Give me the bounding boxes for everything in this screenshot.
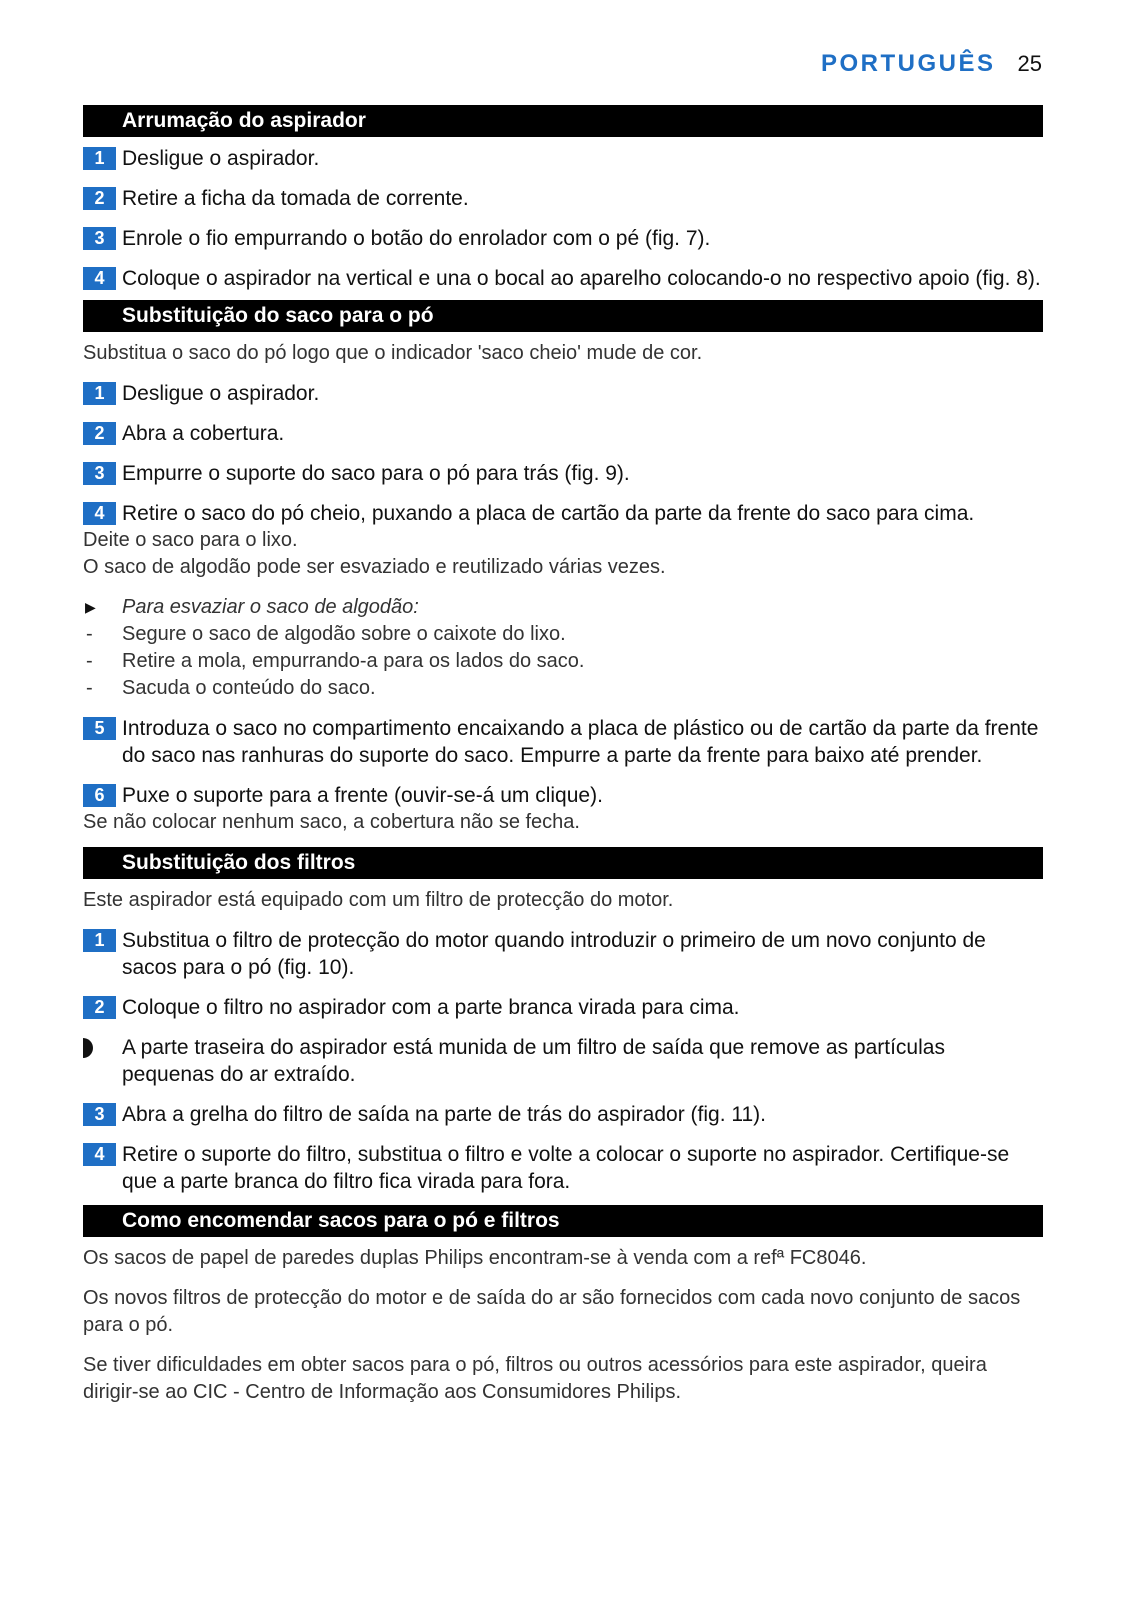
step-text: Desligue o aspirador. <box>122 147 320 170</box>
triangle-bullet-icon: ▶ <box>85 599 96 615</box>
step-number: 3 <box>83 1103 116 1126</box>
step-text: Retire o saco do pó cheio, puxando a placa de cartão da parte da frente do saco para cima. <box>122 502 975 525</box>
step-number: 4 <box>83 267 116 290</box>
step-text: Coloque o filtro no aspirador com a parte branca virada para cima. <box>122 996 740 1019</box>
section-title-filters: Substituição dos filtros <box>83 847 1043 879</box>
step-text: Abra a grelha do filtro de saída na parte de trás do aspirador (fig. 11). <box>122 1103 766 1126</box>
paragraph: Os sacos de papel de paredes duplas Philips encontram-se à venda com a refª FC8046. <box>83 1247 867 1269</box>
step-item <box>83 225 1043 252</box>
step-item <box>83 145 1043 172</box>
step-number: 3 <box>83 227 116 250</box>
step-number: 4 <box>83 1143 116 1166</box>
step-text: Substitua o filtro de protecção do motor quando introduzir o primeiro de um novo conjunto de sacos para o pó (fig. 10). <box>122 929 986 979</box>
language-label: PORTUGUÊS <box>821 50 996 77</box>
note-text: Se não colocar nenhum saco, a cobertura não se fecha. <box>83 811 580 833</box>
step-item <box>83 185 1043 212</box>
step-text: Desligue o aspirador. <box>122 382 320 405</box>
half-circle-info-icon <box>83 1038 97 1058</box>
step-item <box>83 994 1043 1021</box>
step-item <box>83 460 1043 487</box>
section-intro: Este aspirador está equipado com um filtro de protecção do motor. <box>83 889 674 911</box>
step-item <box>83 265 1043 292</box>
section-title-storage: Arrumação do aspirador <box>83 105 1043 137</box>
step-text: Empurre o suporte do saco para o pó para trás (fig. 9). <box>122 462 630 485</box>
step-item <box>83 420 1043 447</box>
step-number: 1 <box>83 147 116 170</box>
step-text: Retire o suporte do filtro, substitua o filtro e volte a colocar o suporte no aspirador. Certifique-se que a parte branca do filtro fica virada para fora. <box>122 1143 1010 1193</box>
dash-text: Sacuda o conteúdo do saco. <box>122 677 376 699</box>
step-text: Coloque o aspirador na vertical e una o bocal ao aparelho colocando-o no respectivo apoio (fig. 8). <box>122 267 1041 290</box>
step-number: 4 <box>83 502 116 525</box>
step-text: Puxe o suporte para a frente (ouvir-se-á um clique). <box>122 784 603 807</box>
dash-text: Retire a mola, empurrando-a para os lados do saco. <box>122 650 585 672</box>
step-text: Enrole o fio empurrando o botão do enrolador com o pé (fig. 7). <box>122 227 711 250</box>
section-title-order: Como encomendar sacos para o pó e filtros <box>83 1205 1043 1237</box>
page-header <box>821 50 1042 78</box>
step-number: 2 <box>83 996 116 1019</box>
step-number: 3 <box>83 462 116 485</box>
step-number: 6 <box>83 784 116 807</box>
dash-icon: - <box>86 623 93 645</box>
step-text: Retire a ficha da tomada de corrente. <box>122 187 469 210</box>
step-item <box>83 380 1043 407</box>
dash-text: Segure o saco de algodão sobre o caixote do lixo. <box>122 623 566 645</box>
step-item <box>83 715 1043 769</box>
paragraph: Os novos filtros de protecção do motor e de saída do ar são fornecidos com cada novo conjunto de sacos para o pó. <box>83 1287 1021 1336</box>
bullet-text: Para esvaziar o saco de algodão: <box>122 596 419 618</box>
document-body <box>83 105 1043 1419</box>
bullet-item <box>83 594 1043 621</box>
note-text: O saco de algodão pode ser esvaziado e reutilizado várias vezes. <box>83 556 666 578</box>
note-text: Deite o saco para o lixo. <box>83 529 298 551</box>
step-item <box>83 500 1043 527</box>
info-item <box>83 1034 1043 1088</box>
step-number: 1 <box>83 929 116 952</box>
step-number: 2 <box>83 422 116 445</box>
step-item <box>83 927 1043 981</box>
step-item <box>83 1141 1043 1195</box>
section-intro: Substitua o saco do pó logo que o indicador 'saco cheio' mude de cor. <box>83 342 703 364</box>
step-item <box>83 1101 1043 1128</box>
dash-item <box>83 675 1043 702</box>
dash-item <box>83 648 1043 675</box>
step-number: 1 <box>83 382 116 405</box>
step-text: Abra a cobertura. <box>122 422 285 445</box>
step-number: 5 <box>83 717 116 740</box>
page-number: 25 <box>1017 51 1042 76</box>
dash-item <box>83 621 1043 648</box>
step-item <box>83 782 1043 809</box>
section-title-bag: Substituição do saco para o pó <box>83 300 1043 332</box>
paragraph: Se tiver dificuldades em obter sacos para o pó, filtros ou outros acessórios para este aspirador, queira dirigir-se ao CIC - Centro de Informação aos Consumidores Philips. <box>83 1354 987 1403</box>
dash-icon: - <box>86 677 93 699</box>
dash-icon: - <box>86 650 93 672</box>
step-number: 2 <box>83 187 116 210</box>
info-text: A parte traseira do aspirador está munida de um filtro de saída que remove as partículas pequenas do ar extraído. <box>122 1036 945 1086</box>
step-text: Introduza o saco no compartimento encaixando a placa de plástico ou de cartão da parte da frente do saco nas ranhuras do suporte do saco. Empurre a parte da frente para baixo até prender. <box>122 717 1039 767</box>
